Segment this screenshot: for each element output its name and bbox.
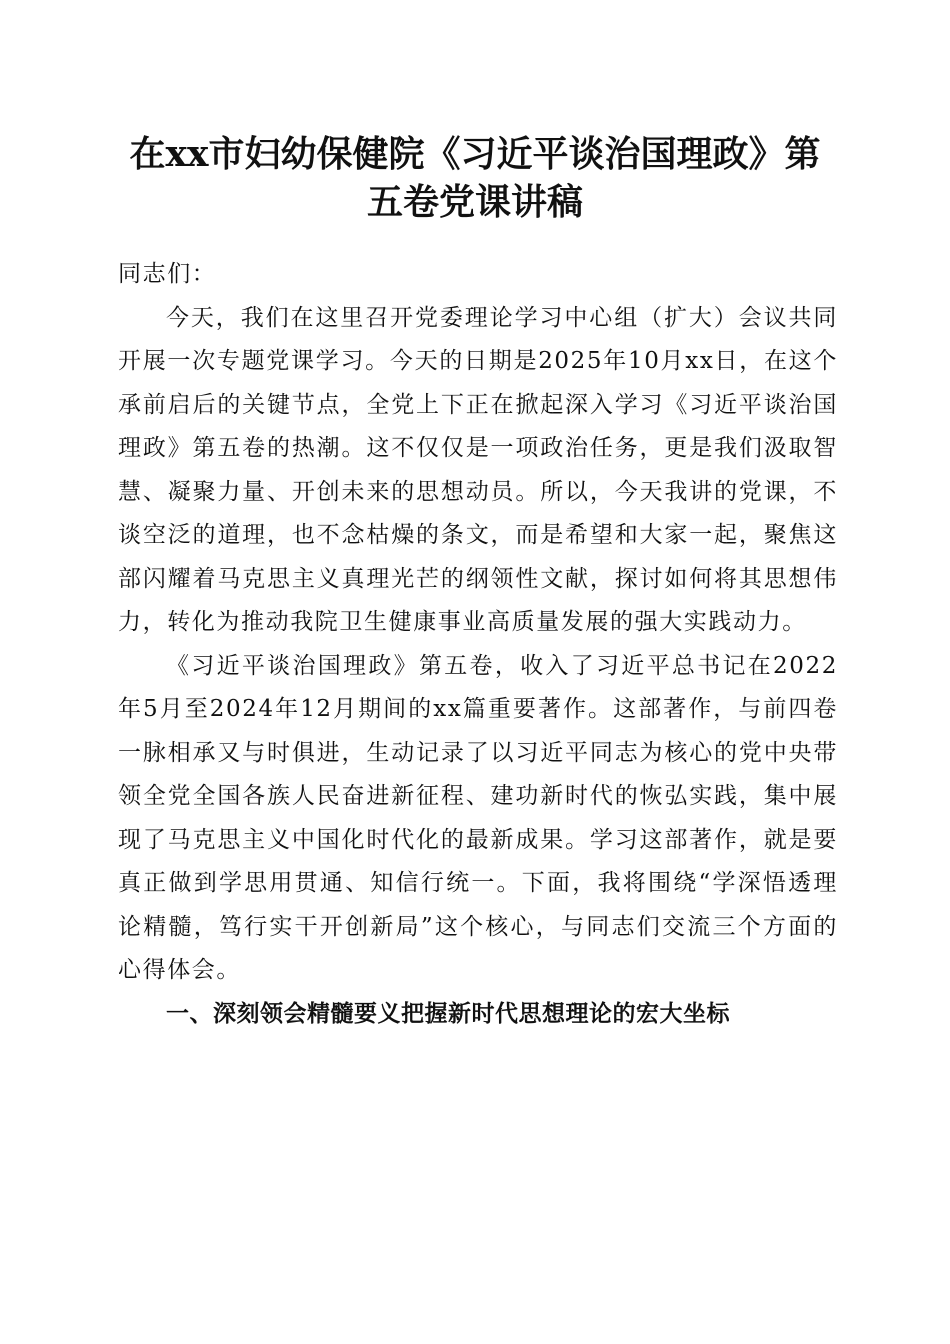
salutation: 同志们：: [118, 261, 217, 287]
document-title: [95, 130, 855, 226]
title-line-2: 五卷党课讲稿: [366, 181, 583, 223]
section-heading-1: 一、深刻领会精髓要义把握新时代思想理论的宏大坐标: [166, 1000, 730, 1027]
title-line-1: 在xx市妇幼保健院《习近平谈治国理政》第: [129, 133, 821, 175]
paragraph-volume-intro: 《习近平谈治国理政》第五卷，收入了习近平总书记在2022年5月至2024年12月期间的xx篇重要著作。这部著作，与前四卷一脉相承又与时俱进，生动记录了以习近平同志为核心的党中央带领全党全国各族人民奋进新征程、建功新时代的恢弘实践，集中展现了马克思主义中国化时代化的最新成果。学习这部著作，就是要真正做到学思用贯通、知信行统一。下面，我将围绕“学深悟透理论精髓，笃行实干开创新局”这个核心，与同志们交流三个方面的心得体会。: [118, 652, 838, 983]
document-body: [118, 253, 838, 1036]
paragraph-opening: 今天，我们在这里召开党委理论学习中心组（扩大）会议共同开展一次专题党课学习。今天的日期是2025年10月xx日，在这个承前启后的关键节点，全党上下正在掀起深入学习《习近平谈治国理政》第五卷的热潮。这不仅仅是一项政治任务，更是我们汲取智慧、凝聚力量、开创未来的思想动员。所以，今天我讲的党课，不谈空泛的道理，也不念枯燥的条文，而是希望和大家一起，聚焦这部闪耀着马克思主义真理光芒的纲领性文献，探讨如何将其思想伟力，转化为推动我院卫生健康事业高质量发展的强大实践动力。: [118, 304, 838, 635]
